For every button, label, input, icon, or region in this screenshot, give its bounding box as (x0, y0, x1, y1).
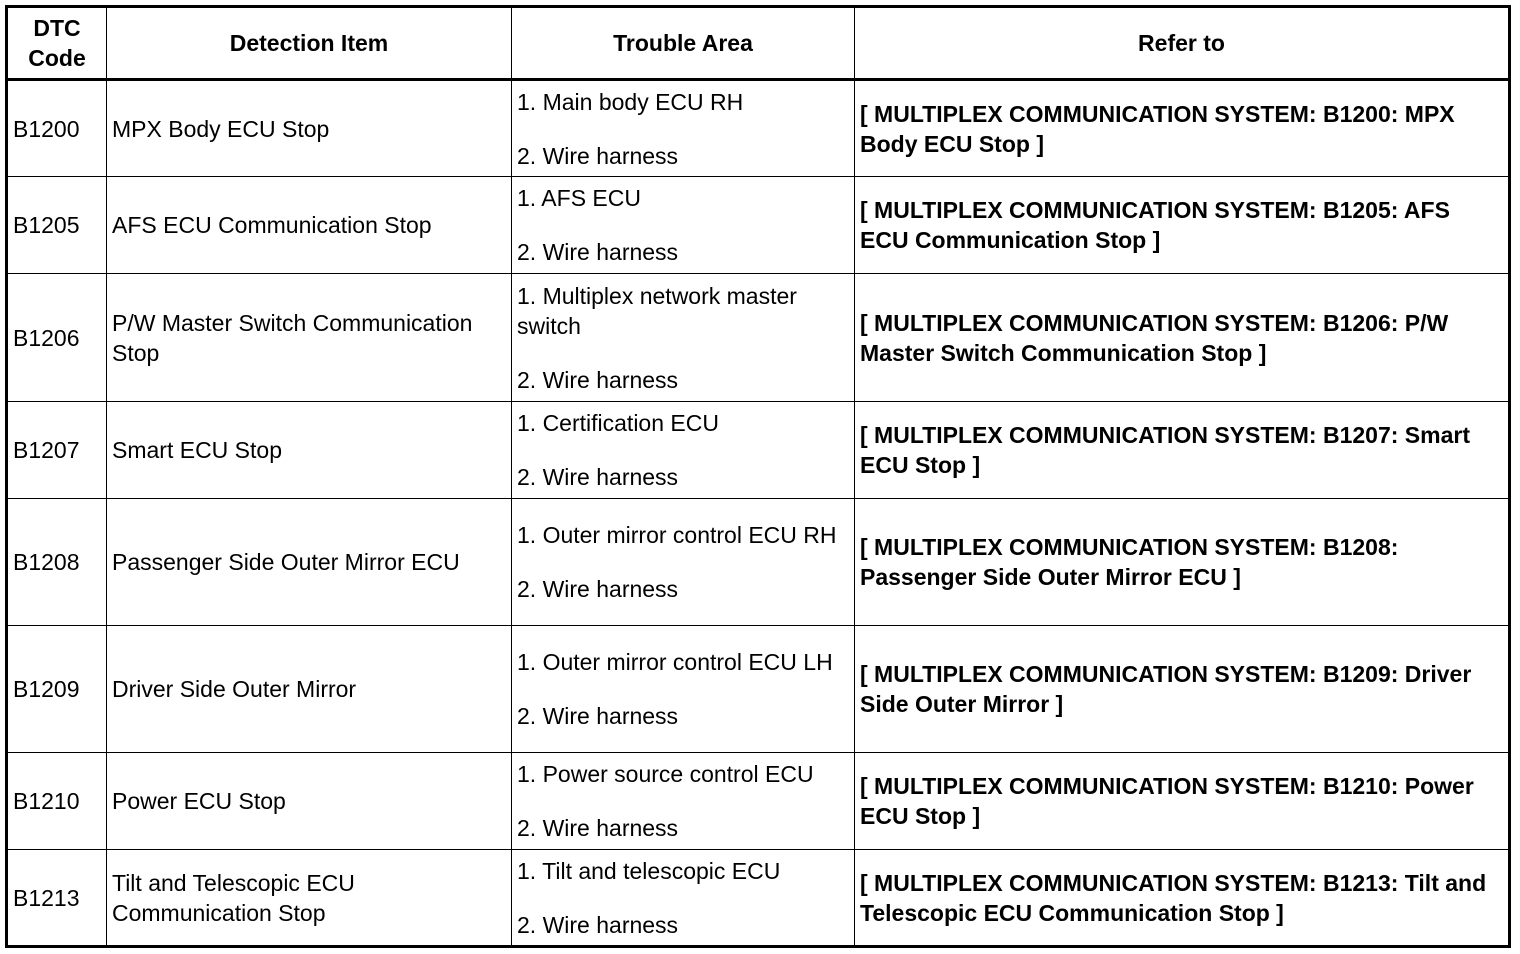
dtc-code-cell: B1205 (7, 177, 107, 274)
dtc-code-cell: B1207 (7, 402, 107, 499)
refer-to-link[interactable]: [ MULTIPLEX COMMUNICATION SYSTEM: B1208: Passenger Side Outer Mirror ECU ] (855, 499, 1510, 626)
trouble-area-line: 2. Wire harness (517, 911, 679, 938)
header-dtc-code: DTC Code (7, 7, 107, 80)
detection-item-cell: Smart ECU Stop (107, 402, 512, 499)
detection-item-cell: Driver Side Outer Mirror (107, 626, 512, 753)
trouble-area-cell (512, 499, 855, 626)
trouble-area-cell (512, 402, 855, 499)
trouble-area-line: 1. Main body ECU RH (517, 88, 744, 115)
refer-to-link[interactable]: [ MULTIPLEX COMMUNICATION SYSTEM: B1200: MPX Body ECU Stop ] (855, 80, 1510, 177)
dtc-code-cell: B1206 (7, 274, 107, 402)
dtc-table-container (5, 5, 1511, 948)
refer-to-link[interactable]: [ MULTIPLEX COMMUNICATION SYSTEM: B1213: Tilt and Telescopic ECU Communication Stop ] (855, 850, 1510, 947)
detection-item-cell: P/W Master Switch Communication Stop (107, 274, 512, 402)
table-row (7, 850, 1510, 947)
trouble-area-line: 1. Outer mirror control ECU LH (517, 649, 833, 675)
trouble-area-line: 2. Wire harness (517, 464, 679, 490)
dtc-table (5, 5, 1511, 948)
refer-to-link[interactable]: [ MULTIPLEX COMMUNICATION SYSTEM: B1207: Smart ECU Stop ] (855, 402, 1510, 499)
refer-to-link[interactable]: [ MULTIPLEX COMMUNICATION SYSTEM: B1205: AFS ECU Communication Stop ] (855, 177, 1510, 274)
header-row (7, 7, 1510, 80)
trouble-area-line: 2. Wire harness (517, 366, 679, 393)
trouble-area-cell (512, 177, 855, 274)
trouble-area-cell (512, 274, 855, 402)
header-trouble-area: Trouble Area (512, 7, 855, 80)
table-row (7, 80, 1510, 177)
header-detection-item: Detection Item (107, 7, 512, 80)
trouble-area-line: 1. Power source control ECU (517, 761, 814, 787)
trouble-area-line: 1. Tilt and telescopic ECU (517, 857, 781, 884)
table-row (7, 177, 1510, 274)
trouble-area-line: 2. Wire harness (517, 142, 679, 169)
trouble-area-line: 2. Wire harness (517, 815, 679, 841)
dtc-code-cell: B1200 (7, 80, 107, 177)
trouble-area-line: 2. Wire harness (517, 576, 679, 602)
refer-to-link[interactable]: [ MULTIPLEX COMMUNICATION SYSTEM: B1210: Power ECU Stop ] (855, 753, 1510, 850)
table-row (7, 402, 1510, 499)
table-row (7, 499, 1510, 626)
trouble-area-cell (512, 626, 855, 753)
trouble-area-line: 1. AFS ECU (517, 185, 641, 211)
dtc-code-cell: B1208 (7, 499, 107, 626)
trouble-area-line: 1. Certification ECU (517, 410, 719, 436)
dtc-code-cell: B1210 (7, 753, 107, 850)
detection-item-cell: MPX Body ECU Stop (107, 80, 512, 177)
refer-to-link[interactable]: [ MULTIPLEX COMMUNICATION SYSTEM: B1209: Driver Side Outer Mirror ] (855, 626, 1510, 753)
trouble-area-cell (512, 80, 855, 177)
trouble-area-line: 2. Wire harness (517, 239, 679, 265)
trouble-area-cell (512, 753, 855, 850)
dtc-code-cell: B1209 (7, 626, 107, 753)
table-row (7, 626, 1510, 753)
detection-item-cell: Power ECU Stop (107, 753, 512, 850)
trouble-area-line: 1. Outer mirror control ECU RH (517, 522, 837, 548)
detection-item-cell: Passenger Side Outer Mirror ECU (107, 499, 512, 626)
detection-item-cell: Tilt and Telescopic ECU Communication Stop (107, 850, 512, 947)
trouble-area-line: 2. Wire harness (517, 703, 679, 729)
trouble-area-cell (512, 850, 855, 947)
detection-item-cell: AFS ECU Communication Stop (107, 177, 512, 274)
table-row (7, 753, 1510, 850)
trouble-area-line: 1. Multiplex network master switch (517, 282, 797, 339)
table-row (7, 274, 1510, 402)
table-body (7, 80, 1510, 947)
header-refer-to: Refer to (855, 7, 1510, 80)
dtc-code-cell: B1213 (7, 850, 107, 947)
refer-to-link[interactable]: [ MULTIPLEX COMMUNICATION SYSTEM: B1206: P/W Master Switch Communication Stop ] (855, 274, 1510, 402)
